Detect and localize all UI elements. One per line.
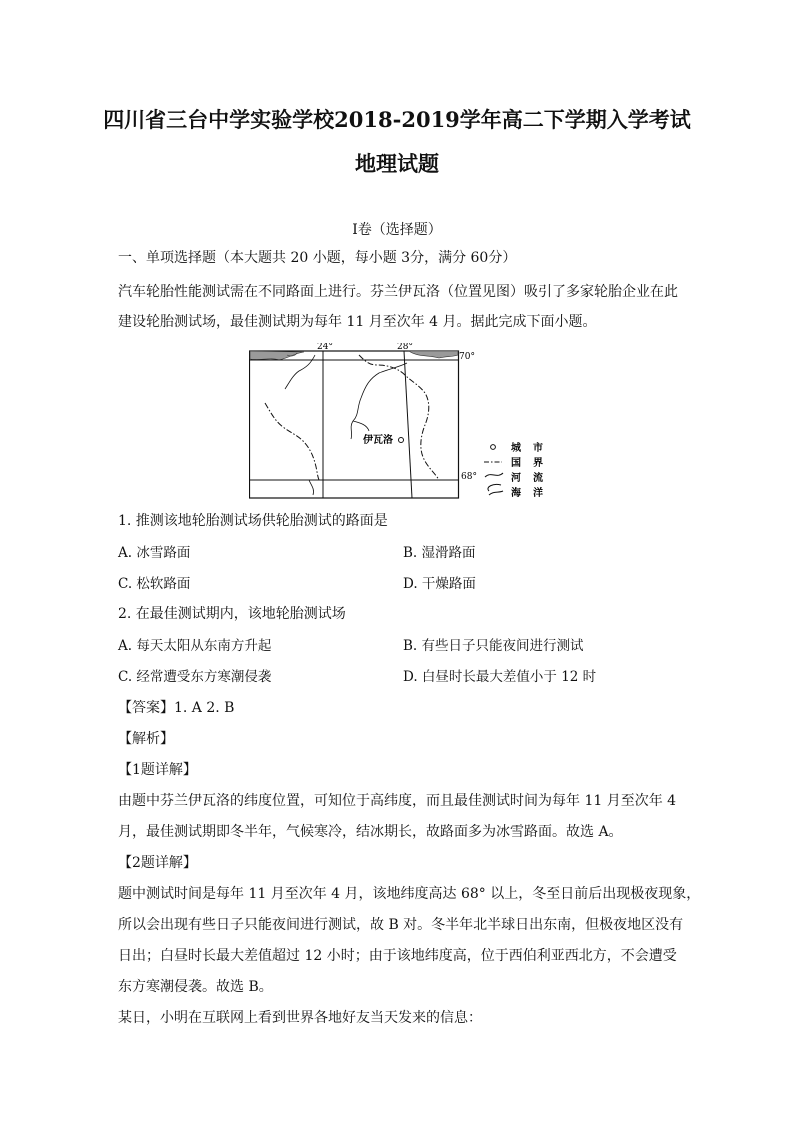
q1-option-c: C. 松软路面 — [118, 576, 191, 592]
legend-city-char: 市 — [533, 443, 543, 454]
detail-1-line-2: 月，最佳测试期即冬半年，气候寒冷，结冰期长，故路面多为冰雪路面。故选 A。 — [118, 824, 623, 840]
legend-sea-char: 海 — [511, 488, 521, 499]
q2-stem: 2. 在最佳测试期内，该地轮胎测试场 — [118, 606, 346, 622]
detail-2-line-2: 所以会出现有些日子只能夜间进行测试，故 B 对。冬半年北半球日出东南，但极夜地区没有 — [118, 917, 684, 933]
legend-border-char: 界 — [533, 458, 543, 469]
lon-label: 28° — [397, 343, 413, 352]
answer-line: 【答案】1. A 2. B — [118, 700, 235, 716]
q1-option-a: A. 冰雪路面 — [118, 545, 191, 561]
legend-border-char: 国 — [511, 458, 521, 469]
legend-river-char: 河 — [511, 473, 521, 484]
map-frame — [250, 351, 459, 498]
section-heading: Ⅰ卷（选择题） — [352, 222, 442, 238]
detail-2-heading: 【2题详解】 — [118, 855, 197, 871]
part-heading: 一、单项选择题（本大题共 20 小题，每小题 3分，满分 60分） — [118, 250, 517, 266]
page-subtitle: 地理试题 — [355, 151, 439, 176]
detail-1-heading: 【1题详解】 — [118, 762, 197, 778]
legend-sea-char: 洋 — [533, 488, 543, 499]
detail-2-line-1: 题中测试时间是每年 11 月至次年 4 月，该地纬度高达 68° 以上，冬至日前后出现极夜现象， — [118, 886, 701, 902]
intro-line-2: 建设轮胎测试场，最佳测试期为每年 11 月至次年 4 月。据此完成下面小题。 — [118, 314, 597, 330]
city-marker — [399, 438, 404, 443]
q1-option-d: D. 干燥路面 — [403, 576, 476, 592]
lat-label: 70° — [459, 352, 475, 362]
q2-option-a: A. 每天太阳从东南方升起 — [118, 638, 272, 654]
ivalo-location-map — [249, 343, 549, 500]
q2-option-b: B. 有些日子只能夜间进行测试 — [403, 638, 584, 654]
intro-line-1: 汽车轮胎性能测试需在不同路面上进行。芬兰伊瓦洛（位置见图）吸引了多家轮胎企业在此 — [118, 284, 678, 300]
detail-1-line-1: 由题中芬兰伊瓦洛的纬度位置，可知位于高纬度，而且最佳测试时间为每年 11 月至次年 4 — [118, 793, 677, 809]
lon-label: 24° — [317, 343, 333, 352]
detail-2-line-3: 日出；白昼时长最大差值超过 12 小时；由于该地纬度高，位于西伯利亚西北方，不会遭受 — [118, 948, 677, 964]
legend-river-char: 流 — [533, 473, 543, 484]
analysis-heading: 【解析】 — [118, 731, 174, 747]
legend-river-symbol — [485, 473, 503, 477]
q1-stem: 1. 推测该地轮胎测试场供轮胎测试的路面是 — [118, 513, 388, 529]
q2-option-c: C. 经常遭受东方寒潮侵袭 — [118, 669, 272, 685]
page-title: 四川省三台中学实验学校2018-2019学年高二下学期入学考试 — [103, 107, 691, 132]
legend-sea-symbol — [488, 484, 503, 495]
detail-2-line-4: 东方寒潮侵袭。故选 B。 — [118, 979, 273, 995]
next-question-intro: 某日，小明在互联网上看到世界各地好友当天发来的信息： — [118, 1010, 482, 1026]
q2-option-d: D. 白昼时长最大差值小于 12 时 — [403, 669, 597, 685]
legend-city-char: 城 — [511, 443, 521, 454]
city-label: 伊瓦洛 — [363, 435, 393, 446]
legend-city-symbol — [491, 445, 496, 450]
q1-option-b: B. 湿滑路面 — [403, 545, 476, 561]
lat-label: 68° — [461, 472, 477, 482]
